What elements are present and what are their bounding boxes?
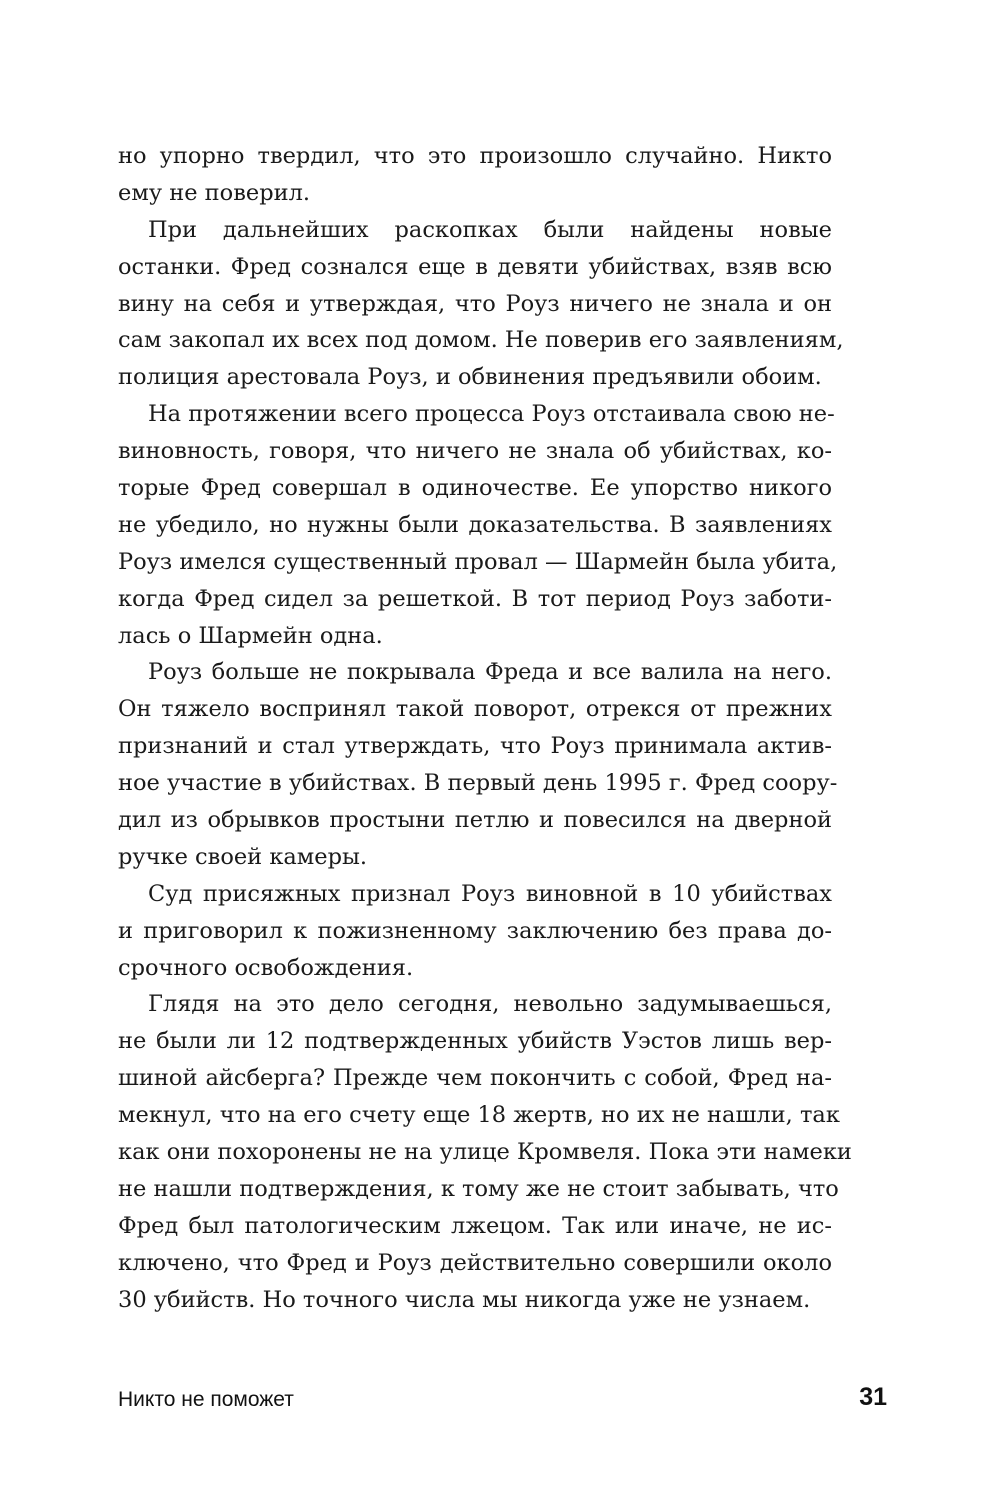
text-line: дил из обрывков простыни петлю и повесился на дверной [118,807,832,834]
paragraph [118,986,852,1318]
text-line: торые Фред совершал в одиночестве. Ее упорство никого [118,475,832,502]
text-line: как они похоронены не на улице Кромвеля. Пока эти намеки [118,1139,852,1166]
text-line: сам закопал их всех под домом. Не поверив его заявлениям, [118,327,844,354]
page-number: 31 [859,1383,887,1411]
text-line: Суд присяжных признал Роуз виновной в 10 убийствах [148,880,832,907]
text-line: Он тяжело воспринял такой поворот, отрекся от прежних [118,696,832,723]
text-line: вину на себя и утверждая, что Роуз ничего не знала и он [118,290,832,317]
text-line: ное участие в убийствах. В первый день 1995 г. Фред соору- [118,770,838,797]
text-line: Глядя на это дело сегодня, невольно задумываешься, [148,991,832,1018]
paragraph [118,876,832,987]
text-line: когда Фред сидел за решеткой. В тот период Роуз заботи- [118,585,832,612]
text-line: Фред был патологическим лжецом. Так или иначе, не ис- [118,1212,832,1239]
running-footer-title: Никто не поможет [118,1388,294,1411]
paragraph [118,654,838,875]
text-line: ключено, что Фред и Роуз действительно совершили около [118,1249,832,1276]
text-line: виновность, говоря, что ничего не знала об убийствах, ко- [118,438,832,465]
text-line: но упорно твердил, что это произошло случайно. Никто [118,143,832,169]
text-line: ему не поверил. [118,179,311,206]
text-line: мекнул, что на его счету еще 18 жертв, но их не нашли, так [118,1102,840,1129]
text-line: При дальнейших раскопках были найдены новые [148,216,832,243]
paragraph [118,138,832,212]
text-line: ручке своей камеры. [118,843,368,870]
text-line: и приговорил к пожизненному заключению без права до- [118,917,832,944]
text-line: останки. Фред сознался еще в девяти убийствах, взяв всю [118,253,832,280]
body-text [118,138,852,1319]
text-line: На протяжении всего процесса Роуз отстаивала свою не- [148,401,835,428]
text-line: полиция арестовала Роуз, и обвинения предъявили обоим. [118,364,822,391]
text-line: признаний и стал утверждать, что Роуз принимала актив- [118,733,832,760]
text-line: не убедило, но нужны были доказательства. В заявлениях [118,511,832,538]
text-line: Роуз больше не покрывала Фреда и все валила на него. [148,659,832,686]
text-line: 30 убийств. Но точного числа мы никогда уже не узнаем. [118,1286,811,1313]
paragraph [118,396,838,654]
text-line: шиной айсберга? Прежде чем покончить с собой, Фред на- [118,1065,832,1092]
text-line: не были ли 12 подтвержденных убийств Уэстов лишь вер- [118,1028,832,1055]
text-line: срочного освобождения. [118,954,414,981]
paragraph [118,212,844,396]
text-line: лась о Шармейн одна. [118,622,383,649]
text-line: Роуз имелся существенный провал — Шармейн была убита, [118,548,838,575]
text-line: не нашли подтверждения, к тому же не стоит забывать, что [118,1175,839,1202]
